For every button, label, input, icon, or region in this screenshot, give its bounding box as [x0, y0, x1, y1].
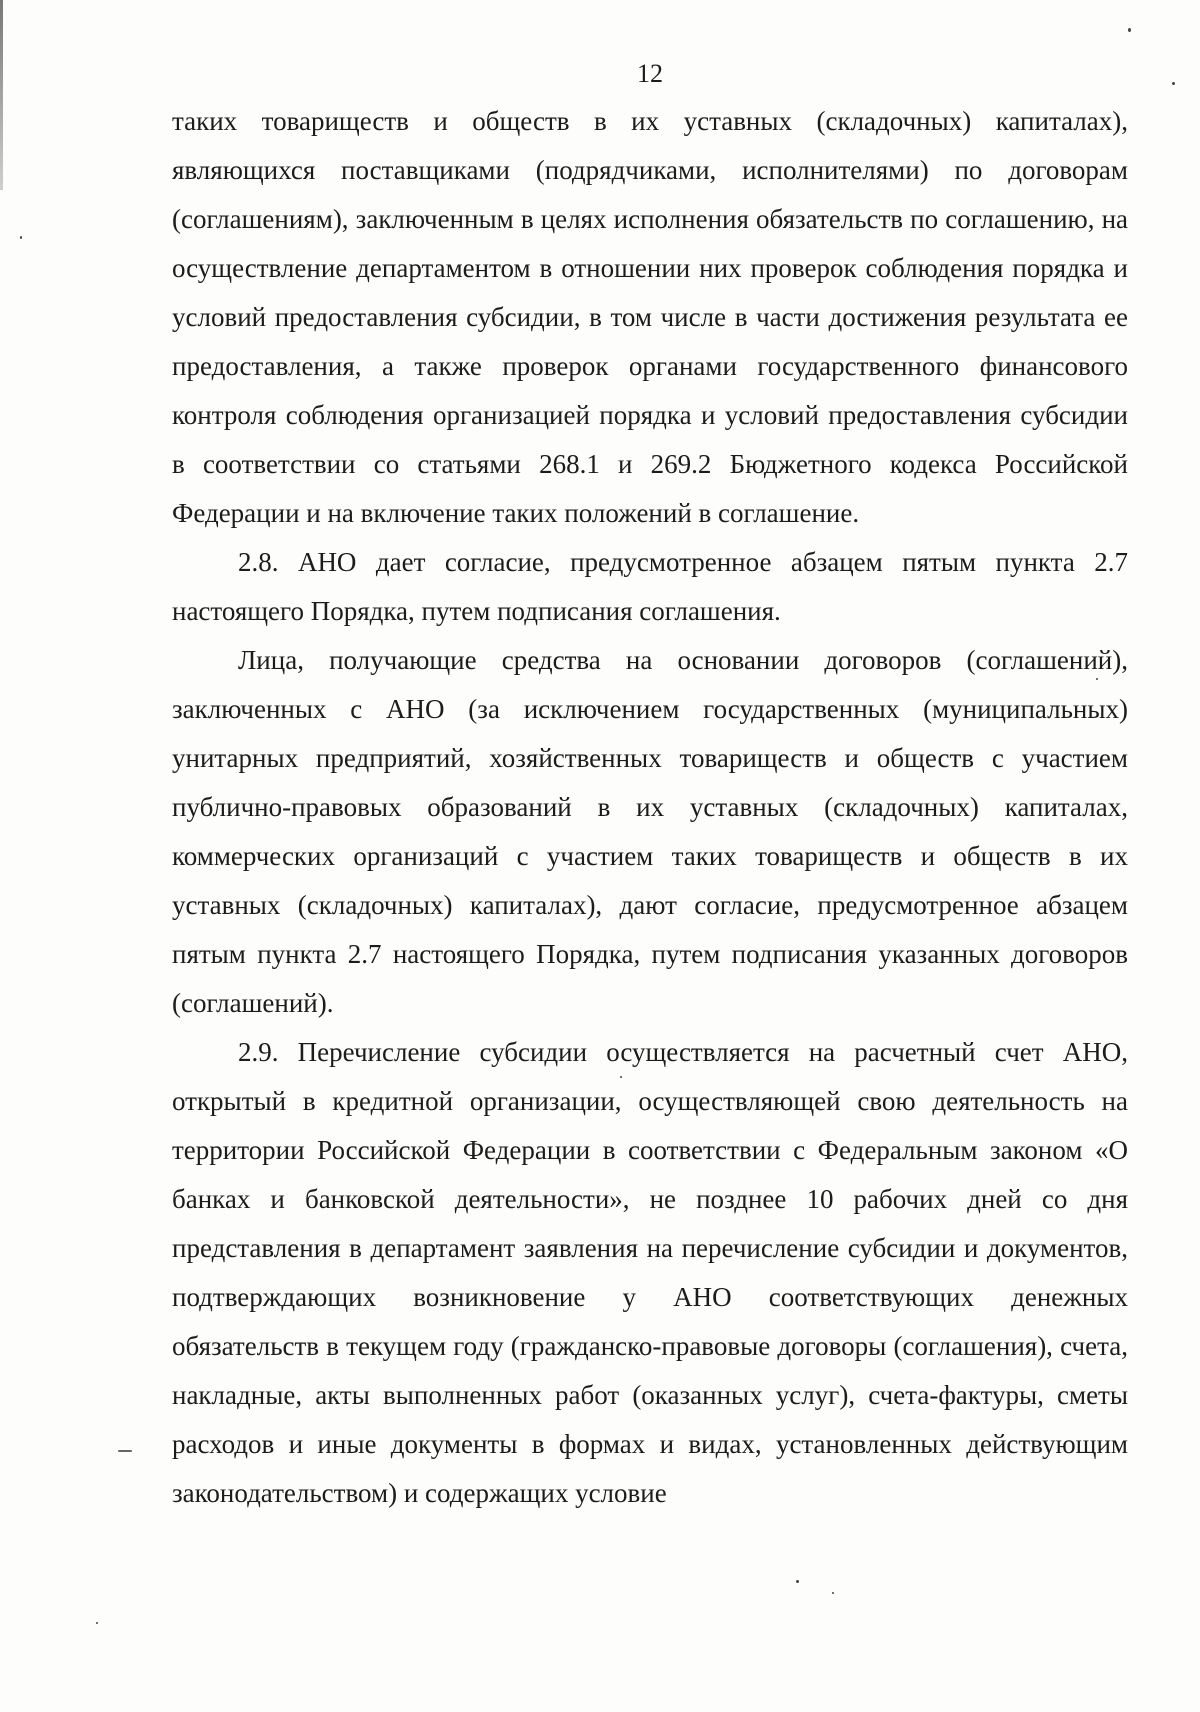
scan-speck: [796, 1580, 799, 1583]
scan-speck: [96, 1622, 98, 1624]
scan-speck: [1172, 82, 1175, 85]
scan-speck: [118, 1450, 132, 1452]
paragraph-recipients-consent: Лица, получающие средства на основании договоров (соглашений), заключенных с АНО (за исключением государственных (муниципальных) унитарных предприятий, хозяйственных товариществ и обществ с участием публично-правовых образований в их уставных (складочных) капиталах, коммерческих организаций с участием таких товариществ и обществ в их уставных (складочных) капиталах), дают согласие, предусмотренное абзацем пятым пункта 2.7 настоящего Порядка, путем подписания указанных договоров (соглашений).: [172, 645, 1128, 1018]
document-body: [172, 97, 1128, 1518]
scan-edge: [0, 0, 3, 190]
scan-speck: [20, 236, 22, 239]
scan-speck: [1128, 28, 1131, 32]
scan-speck: [1096, 678, 1098, 680]
paragraph-2-8: 2.8. АНО дает согласие, предусмотренное абзацем пятым пункта 2.7 настоящего Порядка, путем подписания соглашения.: [172, 547, 1128, 626]
scan-speck: [620, 1076, 622, 1078]
paragraph-2-9: 2.9. Перечисление субсидии осуществляется на расчетный счет АНО, открытый в кредитной организации, осуществляющей свою деятельность на территории Российской Федерации в соответствии с Федеральным законом «О банках и банковской деятельности», не позднее 10 рабочих дней со дня представления в департамент заявления на перечисление субсидии и документов, подтверждающих возникновение у АНО соответствующих денежных обязательств в текущем году (гражданско-правовые договоры (соглашения), счета, накладные, акты выполненных работ (оказанных услуг), счета-фактуры, сметы расходов и иные документы в формах и видах, установленных действующим законодательством) и содержащих условие: [172, 1037, 1128, 1508]
page-number: 12: [637, 59, 663, 88]
paragraph-continuation: таких товариществ и обществ в их уставных (складочных) капиталах), являющихся поставщиками (подрядчиками, исполнителями) по договорам (соглашениям), заключенным в целях исполнения обязательств по соглашению, на осуществление департаментом в отношении них проверок соблюдения порядка и условий предоставления субсидии, в том числе в части достижения результата ее предоставления, а также проверок органами государственного финансового контроля соблюдения организацией порядка и условий предоставления субсидии в соответствии со статьями 268.1 и 269.2 Бюджетного кодекса Российской Федерации и на включение таких положений в соглашение.: [172, 106, 1128, 528]
scan-speck: [832, 1592, 834, 1594]
